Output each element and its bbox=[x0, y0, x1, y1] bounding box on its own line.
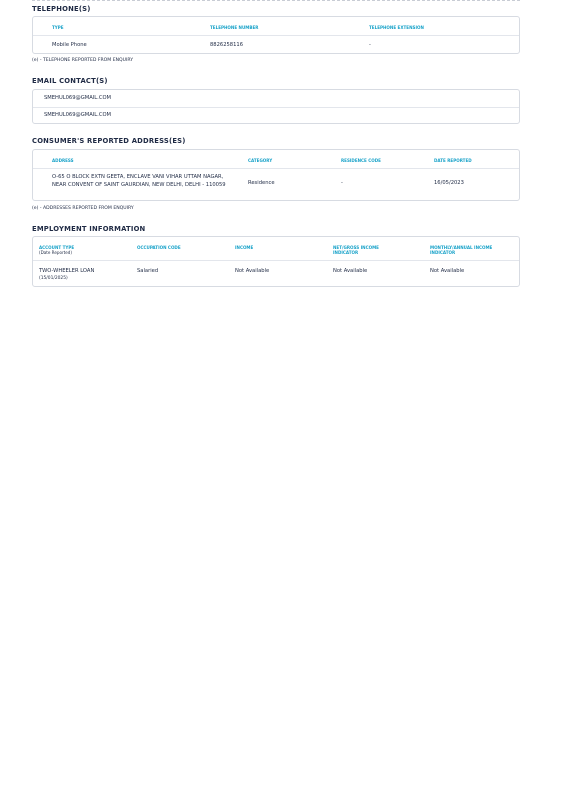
employment-title: EMPLOYMENT INFORMATION bbox=[32, 225, 146, 233]
employment-account-type: TWO-WHEELER LOAN bbox=[39, 268, 95, 274]
email-item-1: SMEHUL069@GMAIL.COM bbox=[44, 95, 112, 101]
employment-net-gross: Not Available bbox=[333, 268, 368, 274]
address-residence-code: - bbox=[341, 180, 343, 186]
telephone-type: Mobile Phone bbox=[52, 42, 87, 48]
addresses-header-address: ADDRESS bbox=[52, 158, 74, 163]
employment-monthly-annual: Not Available bbox=[430, 268, 465, 274]
emails-table bbox=[32, 89, 520, 124]
employment-header-monthly-annual: MONTHLY/ANNUAL INCOME INDICATOR bbox=[430, 245, 493, 255]
addresses-header-residence-code: RESIDENCE CODE bbox=[341, 158, 381, 163]
employment-income: Not Available bbox=[235, 268, 270, 274]
employment-header-income: INCOME bbox=[235, 245, 254, 250]
employment-header-account-type bbox=[39, 245, 74, 255]
telephones-header-divider bbox=[33, 35, 519, 36]
addresses-title: CONSUMER'S REPORTED ADDRESS(ES) bbox=[32, 137, 186, 145]
emails-divider bbox=[33, 107, 519, 108]
employment-header-occupation-code: OCCUPATION CODE bbox=[137, 245, 181, 250]
employment-header-divider bbox=[33, 260, 519, 261]
employment-header-date-reported: (Date Reported) bbox=[39, 250, 72, 255]
top-divider bbox=[32, 0, 520, 2]
telephones-header-extension: TELEPHONE EXTENSION bbox=[369, 25, 424, 30]
telephones-header-number: TELEPHONE NUMBER bbox=[210, 25, 259, 30]
address-text: O-65 O BLOCK EXTN GEETA, ENCLAVE VANI VIHAR UTTAM NAGAR, NEAR CONVENT OF SAINT GAURDIAN, NEW DELHI, DELHI - 110059 bbox=[52, 174, 226, 188]
telephone-extension: - bbox=[369, 42, 371, 48]
employment-header-net-gross: NET/GROSS INCOME INDICATOR bbox=[333, 245, 379, 255]
addresses-header-category: CATEGORY bbox=[248, 158, 273, 163]
addresses-table bbox=[32, 149, 520, 201]
emails-title: EMAIL CONTACT(S) bbox=[32, 77, 108, 85]
addresses-header-date-reported: DATE REPORTED bbox=[434, 158, 472, 163]
employment-date-reported: (15/01/2025) bbox=[39, 276, 68, 281]
employment-occupation: Salaried bbox=[137, 268, 159, 274]
address-category: Residence bbox=[248, 180, 275, 186]
telephones-header-type: TYPE bbox=[52, 25, 64, 30]
telephones-title: TELEPHONE(S) bbox=[32, 5, 91, 13]
employment-header-account-type-label: ACCOUNT TYPE bbox=[39, 245, 75, 250]
addresses-note: (e) - ADDRESSES REPORTED FROM ENQUIRY bbox=[32, 206, 134, 211]
address-date-reported: 16/05/2023 bbox=[434, 180, 464, 186]
addresses-header-divider bbox=[33, 168, 519, 169]
email-item-2: SMEHUL069@GMAIL.COM bbox=[44, 112, 112, 118]
employment-table bbox=[32, 236, 520, 287]
telephone-number: 8826258116 bbox=[210, 42, 244, 48]
telephones-table bbox=[32, 16, 520, 54]
telephones-note: (e) - TELEPHONE REPORTED FROM ENQUIRY bbox=[32, 58, 134, 63]
